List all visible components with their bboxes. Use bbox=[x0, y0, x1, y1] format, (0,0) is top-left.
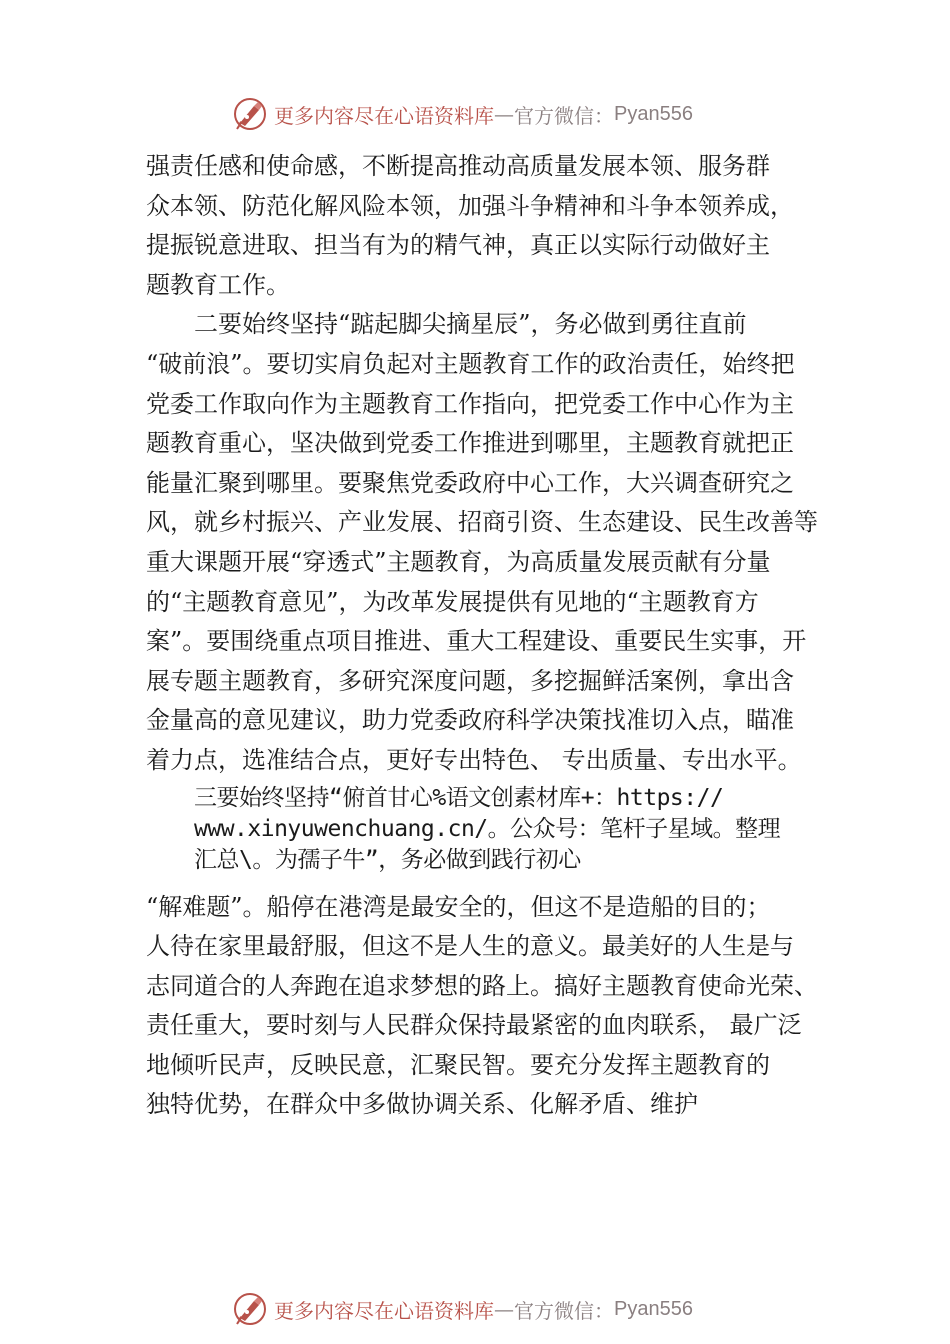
paragraph-start-line: 二要始终坚持“踮起脚尖摘星辰”，务必做到勇往直前 bbox=[194, 310, 747, 339]
document-body bbox=[146, 147, 826, 1125]
text-line: “破前浪”。要切实肩负起对主题教育工作的政治责任，始终把 bbox=[146, 349, 795, 378]
text-line: 金量高的意见建议，助力党委政府科学决策找准切入点，瞄准 bbox=[146, 706, 794, 735]
banner-dash: — bbox=[494, 102, 514, 126]
pen-nib-logo-icon bbox=[232, 96, 268, 132]
pen-nib-logo-icon bbox=[232, 1291, 268, 1327]
banner-title: 更多内容尽在心语资料库 bbox=[274, 103, 494, 128]
text-line: 案”。要围绕重点项目推进、重大工程建设、重要民生实事，开 bbox=[146, 627, 807, 656]
text-line: 能量汇聚到哪里。要聚焦党委政府中心工作，大兴调查研究之 bbox=[146, 468, 794, 497]
banner-wechat-label: 官方微信： bbox=[514, 1298, 614, 1323]
header-banner bbox=[232, 96, 693, 132]
text-line: 题教育重心，坚决做到党委工作推进到哪里，主题教育就把正 bbox=[146, 429, 794, 458]
text-line: 独特优势，在群众中多做协调关系、化解矛盾、维护 bbox=[146, 1090, 698, 1119]
mono-text-line: 汇总\。为孺子牛”，务必做到践行初心 bbox=[194, 846, 581, 873]
text-line: 提振锐意进取、担当有为的精气神，真正以实际行动做好主 bbox=[146, 231, 770, 260]
text-line: 题教育工作。 bbox=[146, 270, 290, 299]
text-line: 地倾听民声，反映民意，汇聚民智。要充分发挥主题教育的 bbox=[146, 1050, 770, 1079]
banner-title: 更多内容尽在心语资料库 bbox=[274, 1298, 494, 1323]
banner-dash: — bbox=[494, 1297, 514, 1321]
inserted-watermark-block bbox=[146, 783, 826, 876]
paragraph-continuation bbox=[146, 888, 826, 1126]
text-line: 众本领、防范化解风险本领，加强斗争精神和斗争本领养成， bbox=[146, 191, 794, 220]
mono-text-line: 三要始终坚持“俯首甘心%语文创素材库+：https:// bbox=[194, 784, 724, 811]
text-line: 风，就乡村振兴、产业发展、招商引资、生态建设、民生改善等 bbox=[146, 508, 818, 537]
text-line: 党委工作取向作为主题教育工作指向，把党委工作中心作为主 bbox=[146, 389, 794, 418]
text-line: 重大课题开展“穿透式”主题教育，为高质量发展贡献有分量 bbox=[146, 547, 771, 576]
footer-banner bbox=[232, 1291, 693, 1327]
banner-wechat-id: Pyan556 bbox=[614, 102, 693, 125]
text-line: 人待在家里最舒服，但这不是人生的意义。最美好的人生是与 bbox=[146, 932, 794, 961]
text-line: 的“主题教育意见”，为改革发展提供有见地的“主题教育方 bbox=[146, 587, 759, 616]
banner-wechat-label: 官方微信： bbox=[514, 103, 614, 128]
banner-wechat-id: Pyan556 bbox=[614, 1297, 693, 1320]
text-line: 展专题主题教育，多研究深度问题，多挖掘鲜活案例，拿出含 bbox=[146, 666, 794, 695]
text-line: “解难题”。船停在港湾是最安全的，但这不是造船的目的； bbox=[146, 892, 771, 921]
text-line: 强责任感和使命感，不断提高推动高质量发展本领、服务群 bbox=[146, 152, 770, 180]
text-line: 责任重大，要时刻与人民群众保持最紧密的血肉联系， 最广泛 bbox=[146, 1011, 802, 1040]
text-line: 着力点，选准结合点，更好专出特色、 专出质量、专出水平。 bbox=[146, 745, 802, 774]
mono-text-line: www.xinyuwenchuang.cn/。公众号：笔杆子星域。整理 bbox=[194, 815, 781, 842]
text-line: 志同道合的人奔跑在追求梦想的路上。搞好主题教育使命光荣、 bbox=[146, 971, 818, 1000]
